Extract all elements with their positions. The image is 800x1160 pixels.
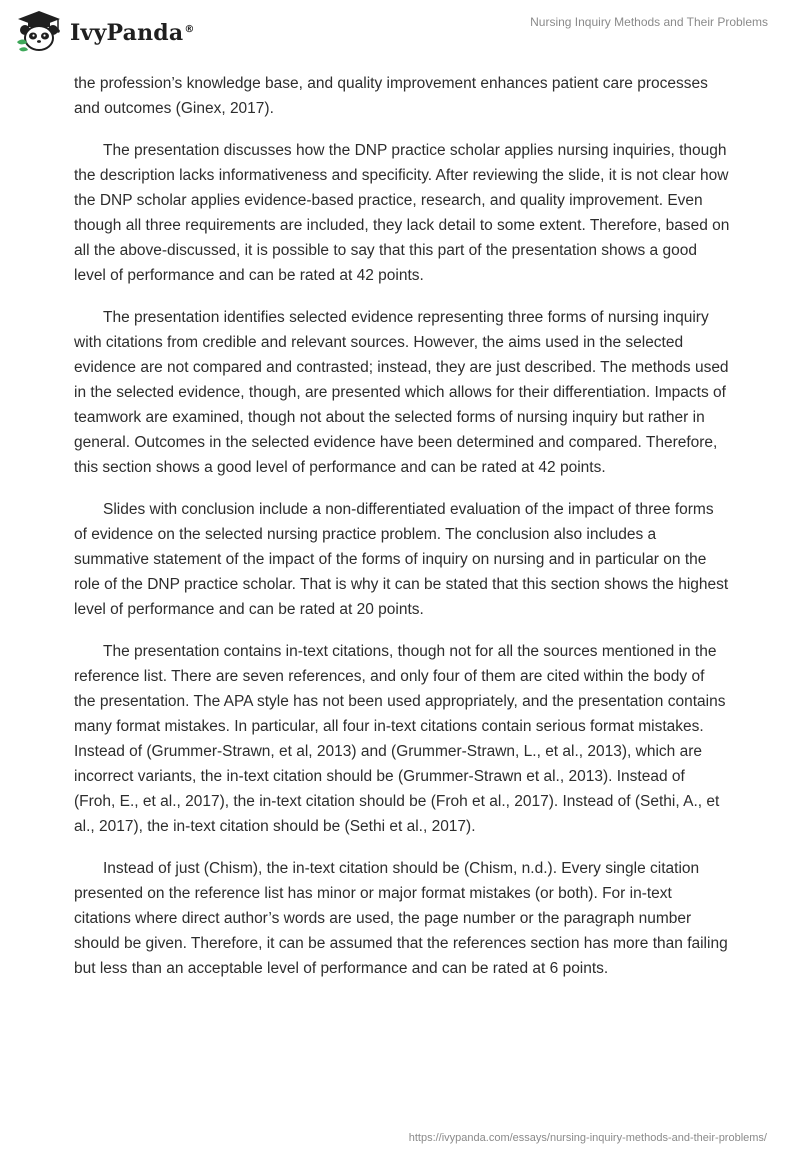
source-url-link[interactable]: https://ivypanda.com/essays/nursing-inquiry-methods-and-their-problems/	[408, 1132, 767, 1144]
essay-body	[74, 71, 730, 998]
paragraph: The presentation contains in-text citations, though not for all the sources mentioned in the reference list. There are seven references, and only four of them are cited within the body of the presentation. The APA style has not been used appropriately, and the presentation contains many format mistakes. In particular, all four in-text citations contain serious format mistakes. Instead of (Grummer-Strawn, et al, 2013) and (Grummer-Strawn, L., et al., 2013), which are incorrect variants, the in-text citation should be (Grummer-Strawn et al., 2013). Instead of (Froh, E., et al., 2017), the in-text citation should be (Froh et al., 2017). Instead of (Sethi, A., et al., 2017), the in-text citation should be (Sethi et al., 2017).	[74, 643, 726, 835]
paragraph-continued: the profession’s knowledge base, and quality improvement enhances patient care processes and outcomes (Ginex, 2017).	[74, 75, 708, 117]
registered-mark: ®	[184, 23, 195, 35]
paragraph: The presentation identifies selected evidence representing three forms of nursing inquiry with citations from credible and relevant sources. However, the aims used in the selected evidence are not compared and contrasted; instead, they are just described. The methods used in the selected evidence, though, are presented which allows for their differentiation. Impacts of teamwork are examined, though not about the selected forms of nursing inquiry but rather in general. Outcomes in the selected evidence have been determined and compared. Therefore, this section shows a good level of performance and can be rated at 42 points.	[74, 309, 729, 476]
paragraph: Slides with conclusion include a non-differentiated evaluation of the impact of three forms of evidence on the selected nursing practice problem. The conclusion also includes a summative statement of the impact of the forms of inquiry on nursing and in particular on the role of the DNP practice scholar. That is why it can be stated that this section shows the highest level of performance and can be rated at 20 points.	[74, 501, 729, 618]
paragraph: The presentation discusses how the DNP practice scholar applies nursing inquiries, though the description lacks informativeness and specificity. After reviewing the slide, it is not clear how the DNP scholar applies evidence-based practice, research, and quality improvement. Even though all three requirements are included, they lack detail to some extent. Therefore, based on all the above-discussed, it is possible to say that this part of the presentation shows a good level of performance and can be rated at 42 points.	[74, 142, 730, 284]
page-header	[0, 0, 800, 60]
document-title: Nursing Inquiry Methods and Their Problems	[530, 15, 768, 29]
brand-name: IvyPanda®	[70, 20, 195, 46]
panda-graduate-icon	[14, 8, 64, 54]
paragraph: Instead of just (Chism), the in-text citation should be (Chism, n.d.). Every single citation presented on the reference list has minor or major format mistakes (or both). For in-text citations where direct author’s words are used, the page number or the paragraph number should be given. Therefore, it can be assumed that the references section has more than failing but less than an acceptable level of performance and can be rated at 6 points.	[74, 860, 728, 977]
brand-logo[interactable]	[14, 8, 195, 54]
